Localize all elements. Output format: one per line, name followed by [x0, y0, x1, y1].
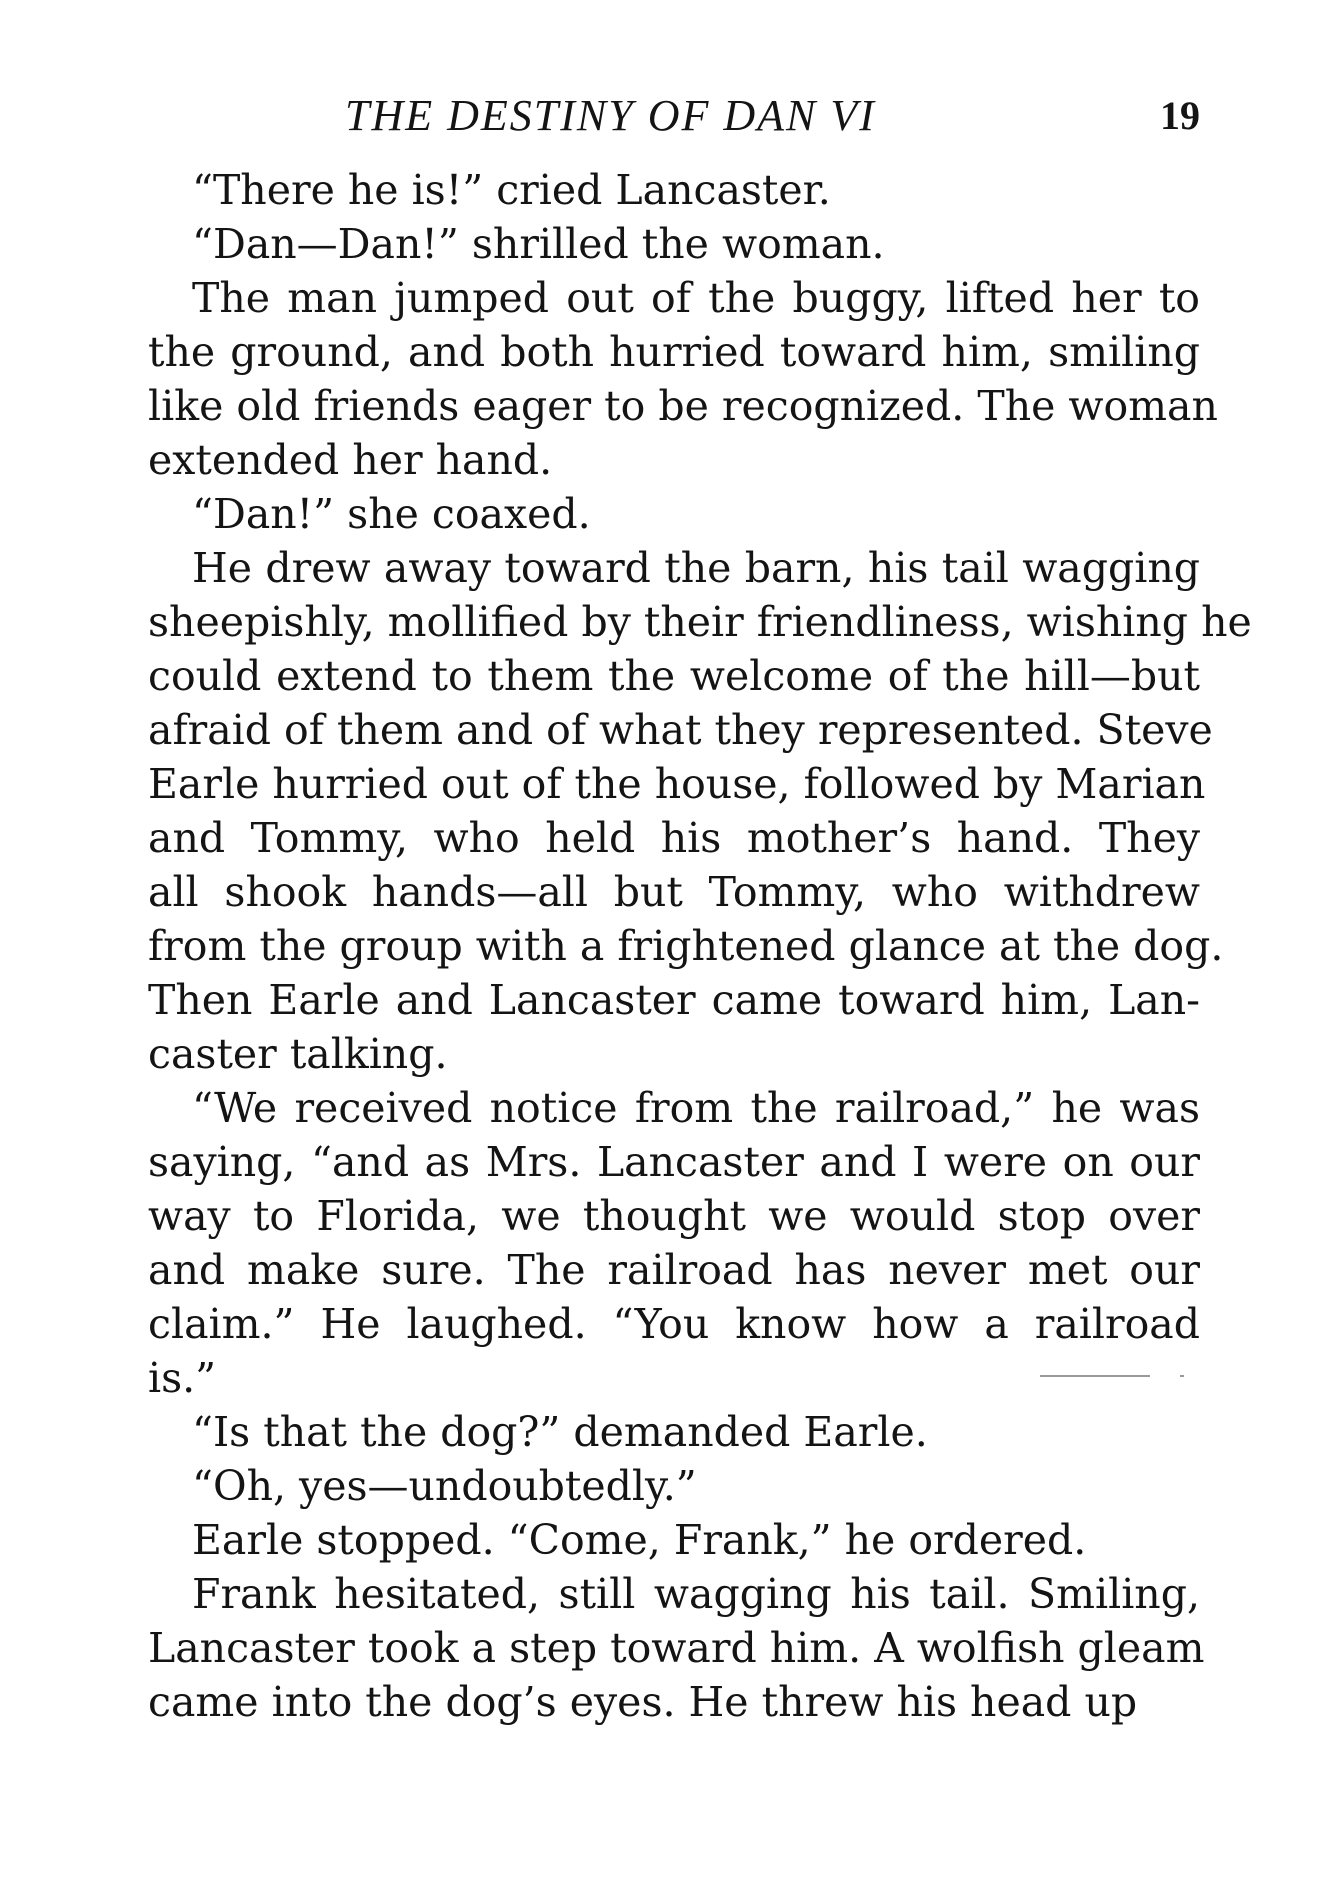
text-line: from the group with a frightened glance at the dog.	[148, 922, 1224, 970]
text-line: afraid of them and of what they represented. Steve	[148, 706, 1213, 754]
text-line: “Dan—Dan!” shrilled the woman.	[192, 220, 885, 268]
body-text	[148, 163, 1252, 1729]
text-line: “There he is!” cried Lancaster.	[192, 166, 831, 214]
text-line: Then Earle and Lancaster came toward him, Lan-	[148, 976, 1200, 1024]
paragraph	[148, 541, 1252, 1081]
text-line: and make sure. The railroad has never met our	[148, 1246, 1200, 1294]
scan-mark	[1040, 1375, 1150, 1377]
text-line: claim.” He laughed. “You know how a railroad	[148, 1300, 1200, 1348]
text-line: The man jumped out of the buggy, lifted her to	[192, 274, 1200, 322]
paragraph	[148, 1405, 1200, 1459]
paragraph	[148, 271, 1218, 487]
page-number: 19	[1160, 93, 1200, 138]
text-line: is.”	[148, 1354, 217, 1402]
text-line: extended her hand.	[148, 436, 553, 484]
text-line: “Dan!” she coaxed.	[192, 490, 591, 538]
paragraph	[148, 1567, 1205, 1729]
text-line: He drew away toward the barn, his tail wagging	[192, 544, 1200, 592]
paragraph	[148, 487, 1200, 541]
running-head	[150, 86, 1200, 146]
paragraph	[148, 1081, 1200, 1405]
paragraph	[148, 1459, 1200, 1513]
text-line: “We received notice from the railroad,” he was	[192, 1084, 1200, 1132]
text-line: “Is that the dog?” demanded Earle.	[192, 1408, 928, 1456]
text-line: came into the dog’s eyes. He threw his head up	[148, 1678, 1138, 1726]
text-line: could extend to them the welcome of the hill—but	[148, 652, 1200, 700]
paragraph	[148, 163, 1200, 217]
text-line: like old friends eager to be recognized. The woman	[148, 382, 1218, 430]
text-line: “Oh, yes—undoubtedly.”	[192, 1462, 697, 1510]
text-line: Frank hesitated, still wagging his tail. Smiling,	[192, 1570, 1200, 1618]
running-title: THE DESTINY OF DAN VI	[345, 91, 876, 140]
text-line: all shook hands—all but Tommy, who withdrew	[148, 868, 1200, 916]
text-line: Earle hurried out of the house, followed by Marian	[148, 760, 1206, 808]
scan-mark	[1180, 1375, 1184, 1377]
text-line: Earle stopped. “Come, Frank,” he ordered.	[192, 1516, 1087, 1564]
text-line: sheepishly, mollified by their friendliness, wishing he	[148, 598, 1252, 646]
text-line: caster talking.	[148, 1030, 448, 1078]
text-line: Lancaster took a step toward him. A wolfish gleam	[148, 1624, 1205, 1672]
paragraph	[148, 1513, 1200, 1567]
text-line: the ground, and both hurried toward him, smiling	[148, 328, 1200, 376]
text-line: and Tommy, who held his mother’s hand. They	[148, 814, 1200, 862]
text-line: way to Florida, we thought we would stop over	[148, 1192, 1200, 1240]
paragraph	[148, 217, 1200, 271]
text-line: saying, “and as Mrs. Lancaster and I were on our	[148, 1138, 1200, 1186]
